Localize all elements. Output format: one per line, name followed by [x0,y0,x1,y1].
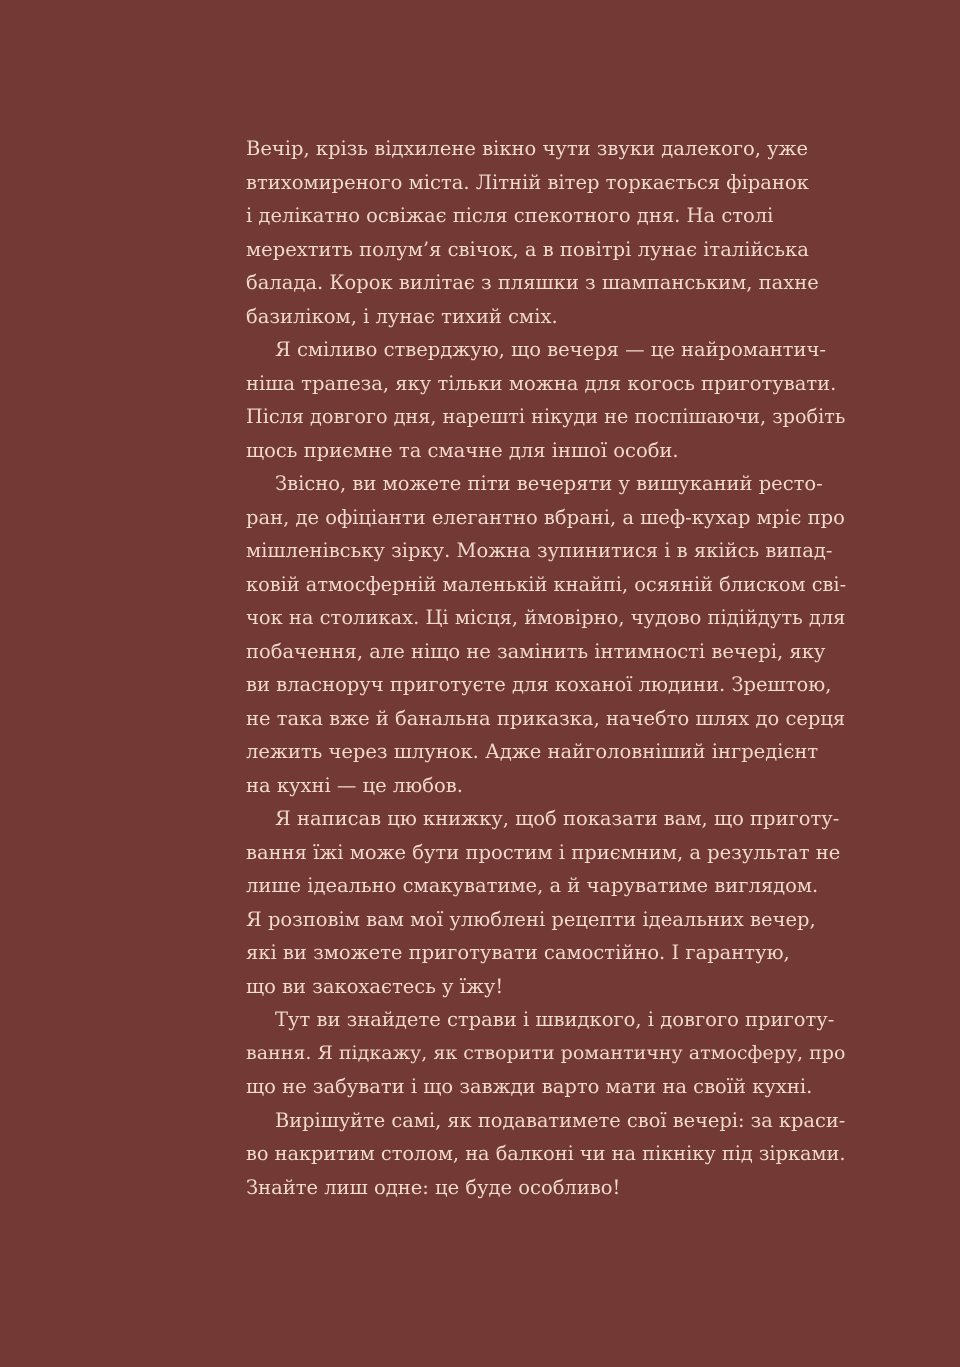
text-line: що не забувати і що завжди варто мати на своїй кухні. [246,1075,813,1098]
text-line: Знайте лиш одне: це буде особливо! [246,1175,621,1199]
text-line: вання їжі може бути простим і приємним, а результат не [246,840,841,864]
paragraph-3 [246,467,846,802]
text-line: Я сміливо стверджую, що вечеря — це найромантич- [275,338,826,361]
text-line: балада. Корок вилітає з пляшки з шампанським, пахне [246,271,819,294]
text-line: втихомиреного міста. Літній вітер торкається фіранок [246,170,809,194]
text-line: які ви зможете приготувати самостійно. І гарантую, [246,941,790,964]
text-line: Я розповім вам мої улюблені рецепти ідеальних вечер, [246,907,816,931]
text-line: щось приємне та смачне для іншої особи. [246,438,679,462]
text-line: ран, де офіціанти елегантно вбрані, а шеф-кухар мріє про [246,505,845,529]
text-line: Вирішуйте самі, як подаватимете свої вечері: за краси- [275,1108,846,1132]
text-line: Вечір, крізь відхилене вікно чути звуки далекого, уже [246,137,809,160]
text-line: вання. Я підкажу, як створити романтичну атмосферу, про [246,1041,846,1064]
text-line: лише ідеально смакуватиме, а й чаруватиме виглядом. [246,874,819,897]
text-line: мішленівську зірку. Можна зупинитися і в якійсь випад- [246,539,833,562]
text-line: чок на столиках. Ці місця, ймовірно, чудово підійдуть для [246,606,846,629]
text-line: ніша трапеза, яку тільки можна для когось приготувати. [246,371,837,395]
paragraph-1 [246,132,846,333]
text-line: Звісно, ви можете піти вечеряти у вишуканий ресто- [275,472,823,495]
text-line: що ви закохаєтесь у їжу! [246,974,504,998]
text-line: мерехтить полум’я свічок, а в повітрі лунає італійська [246,237,809,261]
paragraph-4 [246,802,846,1003]
text-line: во накритим столом, на балконі чи на пікніку під зірками. [246,1142,846,1165]
text-line: на кухні — це любов. [246,773,463,797]
text-line: не така вже й банальна приказка, начебто шлях до серця [246,706,846,730]
text-line: ви власноруч приготуєте для коханої людини. Зрештою, [246,673,832,696]
text-line: Я написав цю книжку, щоб показати вам, що приготу- [275,807,840,830]
paragraph-2 [246,333,846,467]
text-line: базиліком, і лунає тихий сміх. [246,304,558,328]
text-line: побачення, але ніщо не замінить інтимності вечері, яку [246,639,826,663]
text-line: ковій атмосферній маленькій кнайпі, осяяній блиском сві- [246,572,847,596]
text-line: лежить через шлунок. Адже найголовніший інгредієнт [246,740,819,763]
text-line: Після довгого дня, нарешті нікуди не поспішаючи, зробіть [246,405,846,428]
body-text [246,132,846,1204]
text-line: Тут ви знайдете страви і швидкого, і довгого приготу- [275,1008,835,1031]
text-line: і делікатно освіжає після спекотного дня. На столі [246,204,774,227]
paragraph-5 [246,1003,846,1104]
paragraph-6 [246,1104,846,1205]
